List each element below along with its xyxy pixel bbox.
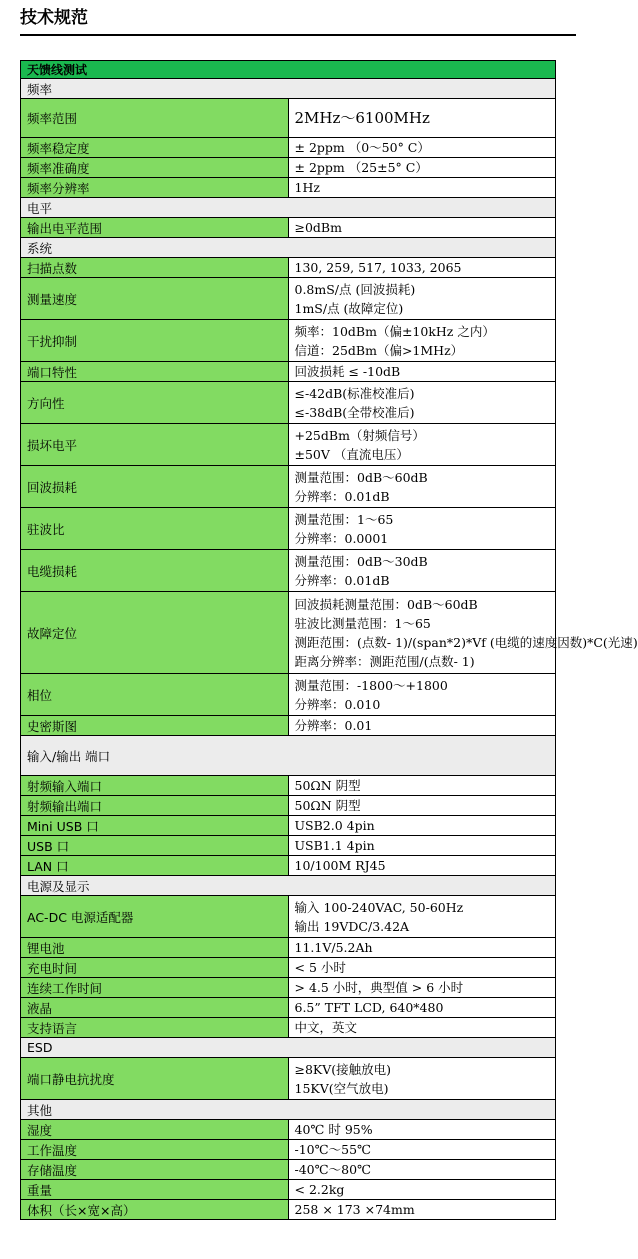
spec-value-line: > 4.5 小时，典型值 > 6 小时: [294, 980, 464, 995]
spec-value-line: 测量范围：-1800～+1800: [294, 677, 448, 693]
spec-value-line: 11.1V/5.2Ah: [294, 940, 373, 955]
spec-value: [288, 320, 556, 362]
spec-value: [288, 856, 556, 876]
section-heading: 频率: [21, 79, 556, 99]
spec-value-line: 输出 19VDC/3.42A: [294, 918, 410, 934]
spec-value-line: -40℃～80℃: [294, 1162, 372, 1177]
spec-label: 射频输入端口: [21, 776, 289, 796]
spec-label: 回波损耗: [21, 466, 289, 508]
spec-label: 测量速度: [21, 278, 289, 320]
section-row: [21, 198, 556, 218]
spec-label: LAN 口: [21, 856, 289, 876]
spec-value: [288, 99, 556, 138]
spec-row: [21, 508, 556, 550]
spec-value-line: ≥0dBm: [294, 220, 342, 235]
section-row: [21, 1100, 556, 1120]
spec-label: 存储温度: [21, 1160, 289, 1180]
spec-label: 液晶: [21, 998, 289, 1018]
spec-row: [21, 836, 556, 856]
spec-row: [21, 776, 556, 796]
spec-label: 史密斯图: [21, 716, 289, 736]
spec-value: [288, 674, 556, 716]
spec-label: 干扰抑制: [21, 320, 289, 362]
spec-value: [288, 1200, 556, 1220]
spec-value-line: 1Hz: [294, 180, 320, 195]
spec-label: 端口特性: [21, 362, 289, 382]
spec-row: [21, 1140, 556, 1160]
spec-value: [288, 776, 556, 796]
spec-value: [288, 1018, 556, 1038]
spec-value-line: 10/100M RJ45: [294, 858, 386, 873]
spec-row: [21, 1180, 556, 1200]
spec-value-line: 分辨率：0.010: [294, 696, 381, 712]
spec-row: [21, 978, 556, 998]
section-row: [21, 736, 556, 776]
spec-value-line: 2MHz～6100MHz: [294, 108, 430, 127]
spec-value-line: 距离分辨率：测距范围/(点数- 1): [294, 653, 475, 669]
section-row: [21, 876, 556, 896]
spec-value-line: 测量范围：1～65: [294, 511, 394, 527]
spec-label: 体积（长×宽×高）: [21, 1200, 289, 1220]
spec-row: [21, 592, 556, 674]
spec-value: [288, 592, 638, 674]
section-row: [21, 1038, 556, 1058]
section-row: [21, 79, 556, 99]
spec-label: 故障定位: [21, 592, 289, 674]
spec-value-line: < 2.2kg: [294, 1182, 345, 1197]
spec-label: 频率稳定度: [21, 138, 289, 158]
spec-value-line: 50ΩN 阴型: [294, 778, 361, 793]
spec-label: 频率范围: [21, 99, 289, 138]
spec-label: 频率准确度: [21, 158, 289, 178]
spec-value: [288, 1120, 556, 1140]
spec-label: USB 口: [21, 836, 289, 856]
section-heading: ESD: [21, 1038, 556, 1058]
spec-value: [288, 938, 556, 958]
spec-value-line: 分辨率：0.01dB: [294, 488, 390, 504]
spec-value-line: 信道：25dBm（偏>1MHz）: [294, 342, 464, 358]
spec-row: [21, 896, 556, 938]
spec-value: [288, 508, 556, 550]
spec-value-line: 0.8mS/点 (回波损耗): [294, 281, 416, 297]
spec-table-body: [21, 61, 638, 1220]
spec-value-line: ≤-42dB(标准校准后): [294, 385, 415, 401]
spec-value-line: 1mS/点 (故障定位): [294, 300, 404, 316]
section-row: [21, 238, 556, 258]
spec-value-line: USB2.0 4pin: [294, 818, 375, 833]
spec-value-line: ±50V （直流电压）: [294, 446, 409, 462]
spec-label: 重量: [21, 1180, 289, 1200]
spec-label: AC-DC 电源适配器: [21, 896, 289, 938]
spec-value-line: -10℃～55℃: [294, 1142, 372, 1157]
spec-value: [288, 1140, 556, 1160]
spec-value: [288, 836, 556, 856]
spec-value: [288, 1160, 556, 1180]
spec-label: Mini USB 口: [21, 816, 289, 836]
spec-row: [21, 1160, 556, 1180]
spec-label: 射频输出端口: [21, 796, 289, 816]
spec-value-line: 测量范围：0dB～30dB: [294, 553, 428, 569]
spec-value-line: 回波损耗 ≤ -10dB: [294, 364, 401, 379]
spec-value-line: 40℃ 时 95%: [294, 1122, 373, 1137]
spec-value-line: USB1.1 4pin: [294, 838, 375, 853]
spec-label: 湿度: [21, 1120, 289, 1140]
table-title: 天馈线测试: [21, 61, 556, 79]
spec-row: [21, 958, 556, 978]
page-header: [20, 8, 576, 36]
section-heading: 输入/输出 端口: [21, 736, 556, 776]
section-heading: 电平: [21, 198, 556, 218]
spec-row: [21, 856, 556, 876]
spec-row: [21, 424, 556, 466]
spec-value-line: ≤-38dB(全带校准后): [294, 404, 415, 420]
spec-label: 工作温度: [21, 1140, 289, 1160]
spec-label: 输出电平范围: [21, 218, 289, 238]
spec-label: 方向性: [21, 382, 289, 424]
spec-value-line: < 5 小时: [294, 960, 346, 975]
section-heading: 系统: [21, 238, 556, 258]
spec-label: 损坏电平: [21, 424, 289, 466]
spec-row: [21, 938, 556, 958]
spec-value: [288, 362, 556, 382]
spec-row: [21, 258, 556, 278]
spec-row: [21, 1120, 556, 1140]
spec-value-line: 15KV(空气放电): [294, 1080, 389, 1096]
spec-row: [21, 716, 556, 736]
spec-label: 频率分辨率: [21, 178, 289, 198]
spec-value: [288, 258, 556, 278]
section-heading: 其他: [21, 1100, 556, 1120]
spec-value-line: 回波损耗测量范围：0dB～60dB: [294, 596, 478, 612]
spec-label: 扫描点数: [21, 258, 289, 278]
spec-value: [288, 382, 556, 424]
spec-value-line: 分辨率：0.01: [294, 718, 373, 733]
spec-row: [21, 382, 556, 424]
page-title: 技术规范: [20, 8, 88, 28]
spec-label: 相位: [21, 674, 289, 716]
spec-value-line: 频率：10dBm（偏±10kHz 之内）: [294, 323, 495, 339]
spec-label: 充电时间: [21, 958, 289, 978]
spec-row: [21, 362, 556, 382]
spec-value: [288, 1058, 556, 1100]
spec-label: 电缆损耗: [21, 550, 289, 592]
spec-value-line: 6.5” TFT LCD, 640*480: [294, 1000, 444, 1015]
spec-label: 支持语言: [21, 1018, 289, 1038]
spec-value-line: 输入 100-240VAC, 50-60Hz: [294, 899, 464, 915]
spec-row: [21, 99, 556, 138]
spec-label: 锂电池: [21, 938, 289, 958]
table-title-row: [21, 61, 556, 79]
spec-value: [288, 998, 556, 1018]
spec-row: [21, 278, 556, 320]
spec-value: [288, 138, 556, 158]
spec-value-line: 驻波比测量范围：1～65: [294, 615, 431, 631]
spec-row: [21, 138, 556, 158]
spec-value: [288, 424, 556, 466]
spec-value-line: 50ΩN 阴型: [294, 798, 361, 813]
spec-value: [288, 796, 556, 816]
spec-row: [21, 998, 556, 1018]
spec-value-line: 中文，英文: [294, 1020, 358, 1035]
spec-row: [21, 1200, 556, 1220]
spec-value-line: ≥8KV(接触放电): [294, 1061, 392, 1077]
spec-value: [288, 218, 556, 238]
spec-label: 连续工作时间: [21, 978, 289, 998]
spec-row: [21, 1018, 556, 1038]
spec-row: [21, 796, 556, 816]
spec-value: [288, 158, 556, 178]
spec-value-line: 258 × 173 ×74mm: [294, 1202, 415, 1217]
spec-row: [21, 816, 556, 836]
spec-row: [21, 320, 556, 362]
spec-table: [20, 60, 638, 1220]
spec-label: 端口静电抗扰度: [21, 1058, 289, 1100]
spec-row: [21, 1058, 556, 1100]
section-heading: 电源及显示: [21, 876, 556, 896]
spec-value-line: +25dBm（射频信号）: [294, 427, 425, 443]
spec-value: [288, 896, 556, 938]
spec-value: [288, 958, 556, 978]
spec-row: [21, 218, 556, 238]
spec-value-line: 分辨率：0.01dB: [294, 572, 390, 588]
spec-value: [288, 1180, 556, 1200]
spec-value: [288, 716, 556, 736]
spec-value-line: 测量范围：0dB～60dB: [294, 469, 428, 485]
spec-row: [21, 550, 556, 592]
spec-value: [288, 178, 556, 198]
spec-row: [21, 466, 556, 508]
spec-value: [288, 466, 556, 508]
spec-value-line: 分辨率：0.0001: [294, 530, 389, 546]
spec-value: [288, 978, 556, 998]
spec-value-line: 测距范围：(点数- 1)/(span*2)*Vf (电缆的速度因数)*C(光速): [294, 634, 638, 650]
spec-value-line: ± 2ppm （0～50° C）: [294, 140, 430, 155]
spec-row: [21, 158, 556, 178]
spec-label: 驻波比: [21, 508, 289, 550]
spec-row: [21, 674, 556, 716]
spec-value-line: 130, 259, 517, 1033, 2065: [294, 260, 462, 275]
spec-value: [288, 550, 556, 592]
spec-value: [288, 278, 556, 320]
spec-value-line: ± 2ppm （25±5° C）: [294, 160, 428, 175]
spec-row: [21, 178, 556, 198]
spec-value: [288, 816, 556, 836]
